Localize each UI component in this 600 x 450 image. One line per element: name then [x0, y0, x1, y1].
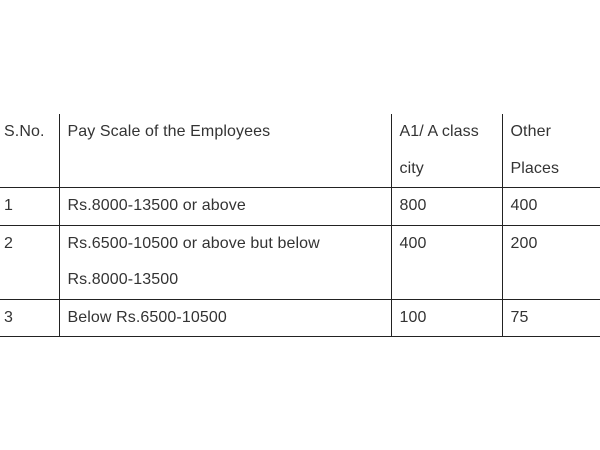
allowance-table	[0, 114, 600, 337]
cell-sno: 1	[0, 188, 59, 226]
cell-other-places: 75	[502, 299, 600, 337]
cell-pay-scale-line2: Rs.8000-13500	[67, 271, 179, 288]
cell-a1-city: 100	[391, 299, 502, 337]
cell-a1-city: 400	[391, 225, 502, 299]
table-row	[0, 188, 600, 226]
cell-pay-scale-line1: Rs.6500-10500 or above but below	[67, 234, 320, 252]
header-other-places	[502, 114, 600, 188]
table-header-row	[0, 114, 600, 188]
cell-pay-scale	[59, 225, 391, 299]
cell-other-places: 400	[502, 188, 600, 226]
header-other-line2: Places	[510, 159, 560, 177]
cell-pay-scale: Below Rs.6500-10500	[59, 299, 391, 337]
header-a1-city-line1: A1/ A class	[399, 123, 479, 140]
cell-sno: 2	[0, 225, 59, 299]
cell-pay-scale: Rs.8000-13500 or above	[59, 188, 391, 226]
cell-a1-city: 800	[391, 188, 502, 226]
header-other-line1: Other	[510, 123, 552, 140]
header-pay-scale: Pay Scale of the Employees	[59, 114, 391, 188]
cell-other-places: 200	[502, 225, 600, 299]
cell-sno: 3	[0, 299, 59, 337]
table-row	[0, 299, 600, 337]
table-row	[0, 225, 600, 299]
header-sno: S.No.	[0, 114, 59, 188]
header-a1-city-line2: city	[399, 159, 424, 177]
header-a1-city	[391, 114, 502, 188]
allowance-table-container	[0, 114, 600, 337]
